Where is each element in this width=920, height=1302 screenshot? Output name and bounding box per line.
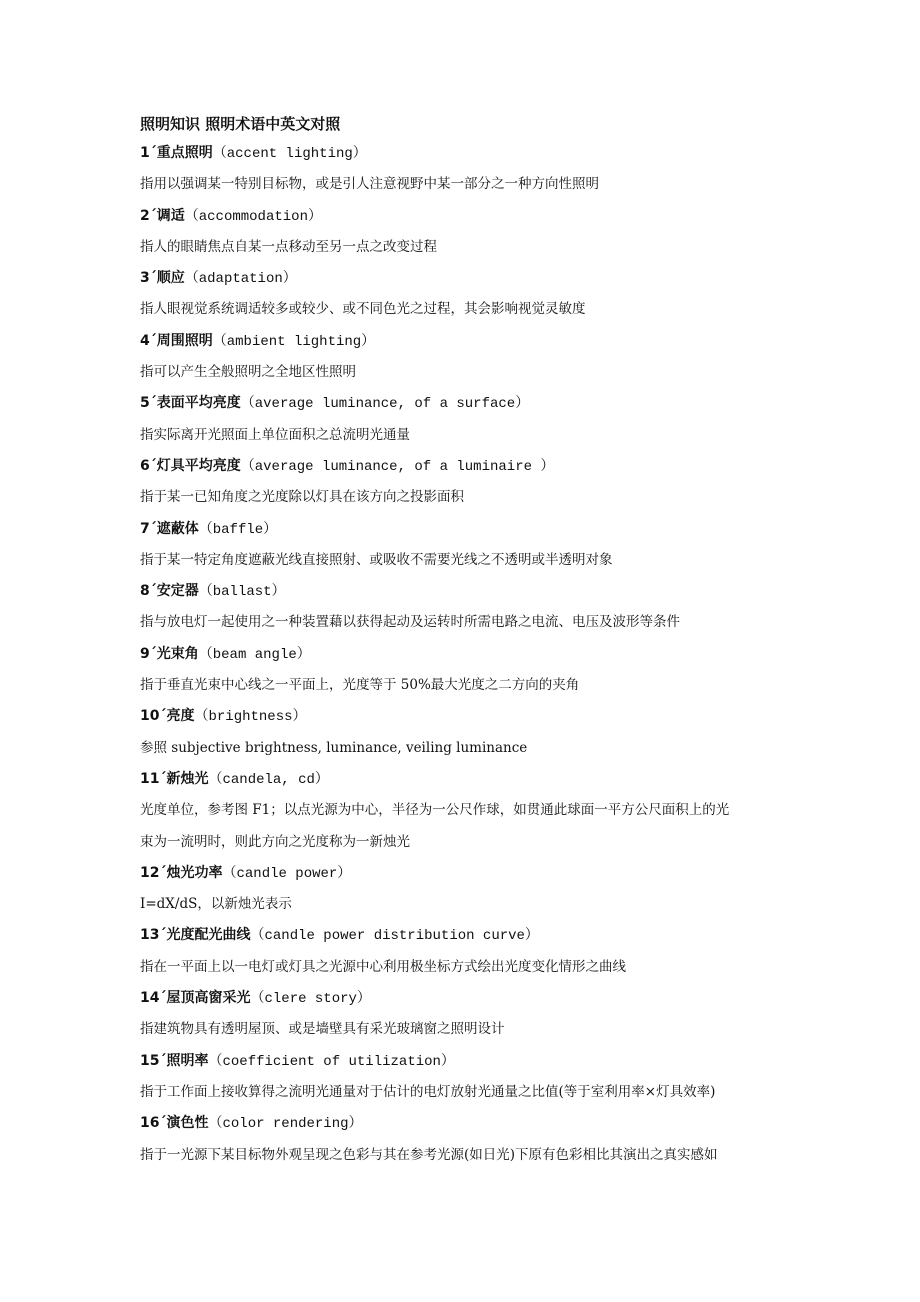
term-en: （baffle）	[198, 521, 278, 538]
term-term: 灯具平均亮度	[156, 457, 241, 474]
term-term: 表面平均亮度	[156, 395, 241, 412]
term-num: 14ˊ	[140, 990, 167, 1007]
glossary-term-heading	[140, 263, 820, 294]
term-definition: 光度单位，参考图 F1；以点光源为中心，半径为一公尺作球，如贯通此球面一平方公尺面积上的光	[140, 802, 730, 819]
term-num: 13ˊ	[140, 927, 167, 944]
term-definition: 指可以产生全般照明之全地区性照明	[140, 364, 356, 381]
term-term: 演色性	[166, 1115, 209, 1132]
term-term: 重点照明	[156, 145, 213, 161]
term-definition: 指于某一特定角度遮蔽光线直接照射、或吸收不需要光线之不透明或半透明对象	[140, 551, 613, 568]
glossary-term-heading	[140, 764, 820, 795]
term-term: 光度配光曲线	[166, 927, 251, 944]
term-term: 顺应	[156, 270, 185, 287]
glossary-term-heading	[140, 388, 820, 419]
term-en: （candle power distribution curve）	[250, 928, 539, 945]
term-definition: I=dX/dS，以新烛光表示	[140, 896, 292, 913]
term-en: （beam angle）	[198, 646, 311, 663]
glossary-term-heading	[140, 920, 820, 951]
glossary-term-heading	[140, 576, 820, 607]
term-num: 12ˊ	[140, 864, 167, 881]
term-num: 7ˊ	[140, 520, 157, 537]
term-definition: 指与放电灯一起使用之一种装置藉以获得起动及运转时所需电路之电流、电压及波形等条件	[140, 614, 680, 631]
term-num: 16ˊ	[140, 1115, 167, 1132]
term-num: 10ˊ	[140, 708, 167, 725]
term-en: （coefficient of utilization）	[208, 1053, 455, 1070]
term-num: 15ˊ	[140, 1052, 167, 1069]
term-en: （brightness）	[194, 709, 307, 726]
term-term: 屋顶高窗采光	[166, 990, 251, 1007]
glossary-term-heading	[140, 639, 820, 670]
term-term: 周围照明	[156, 332, 213, 349]
term-en: （average luminance, of a luminaire ）	[240, 458, 555, 475]
glossary-list	[140, 138, 820, 1171]
term-definition: 指实际离开光照面上单位面积之总流明光通量	[140, 426, 410, 443]
glossary-term-heading	[140, 983, 820, 1014]
glossary-term-heading	[140, 138, 820, 169]
term-en: （accommodation）	[184, 208, 322, 225]
glossary-term-heading	[140, 1108, 820, 1139]
term-en: （clere story）	[250, 991, 371, 1008]
term-definition: 指于一光源下某目标物外观呈现之色彩与其在参考光源(如日光)下原有色彩相比其演出之真实感如	[140, 1146, 718, 1163]
term-num: 6ˊ	[140, 457, 157, 474]
term-en: （candela, cd）	[208, 771, 329, 788]
glossary-term-heading	[140, 451, 820, 482]
term-definition: 指用以强调某一特别目标物，或是引人注意视野中某一部分之一种方向性照明	[140, 176, 599, 193]
term-en: （adaptation）	[184, 271, 297, 288]
term-term: 照明率	[166, 1052, 209, 1069]
glossary-term-heading	[140, 514, 820, 545]
term-num: 9ˊ	[140, 645, 157, 662]
glossary-term-heading	[140, 326, 820, 357]
term-term: 亮度	[166, 708, 195, 725]
term-en: （ballast）	[198, 584, 286, 601]
term-num: 1ˊ	[140, 145, 157, 161]
term-num: 2ˊ	[140, 207, 157, 224]
term-term: 遮蔽体	[156, 520, 199, 537]
glossary-term-heading	[140, 1046, 820, 1077]
term-en: （ambient lighting）	[212, 333, 376, 350]
term-definition: 指于某一已知角度之光度除以灯具在该方向之投影面积	[140, 489, 464, 506]
glossary-term-heading	[140, 201, 820, 232]
term-term: 调适	[156, 207, 185, 224]
term-num: 3ˊ	[140, 270, 157, 287]
term-definition: 参照 subjective brightness, luminance, veiling luminance	[140, 739, 528, 756]
document	[140, 110, 820, 1171]
term-num: 5ˊ	[140, 395, 157, 412]
term-num: 8ˊ	[140, 583, 157, 600]
term-en: （accent lighting）	[212, 146, 367, 162]
term-term: 烛光功率	[166, 864, 223, 881]
term-definition: 指于工作面上接收算得之流明光通量对于估计的电灯放射光通量之比值(等于室利用率×灯具效率)	[140, 1083, 716, 1100]
document-title: 照明知识 照明术语中英文对照	[140, 115, 341, 133]
term-term: 光束角	[156, 645, 199, 662]
term-definition: 指在一平面上以一电灯或灯具之光源中心利用极坐标方式绘出光度变化情形之曲线	[140, 958, 626, 975]
glossary-term-heading	[140, 701, 820, 732]
term-term: 安定器	[156, 583, 199, 600]
term-definition: 指人的眼睛焦点自某一点移动至另一点之改变过程	[140, 238, 437, 255]
term-definition: 指建筑物具有透明屋顶、或是墙壁具有采光玻璃窗之照明设计	[140, 1021, 505, 1038]
term-num: 11ˊ	[140, 770, 167, 787]
term-num: 4ˊ	[140, 332, 157, 349]
term-definition: 指人眼视觉系统调适较多或较少、或不同色光之过程，其会影响视觉灵敏度	[140, 301, 586, 318]
glossary-term-heading	[140, 858, 820, 889]
term-definition: 束为一流明时，则此方向之光度称为一新烛光	[140, 833, 410, 850]
term-en: （average luminance, of a surface）	[240, 396, 530, 413]
term-en: （candle power）	[222, 865, 352, 882]
term-en: （color rendering）	[208, 1116, 363, 1133]
term-definition: 指于垂直光束中心线之一平面上，光度等于 50%最大光度之二方向的夹角	[140, 677, 580, 694]
term-term: 新烛光	[166, 770, 209, 787]
